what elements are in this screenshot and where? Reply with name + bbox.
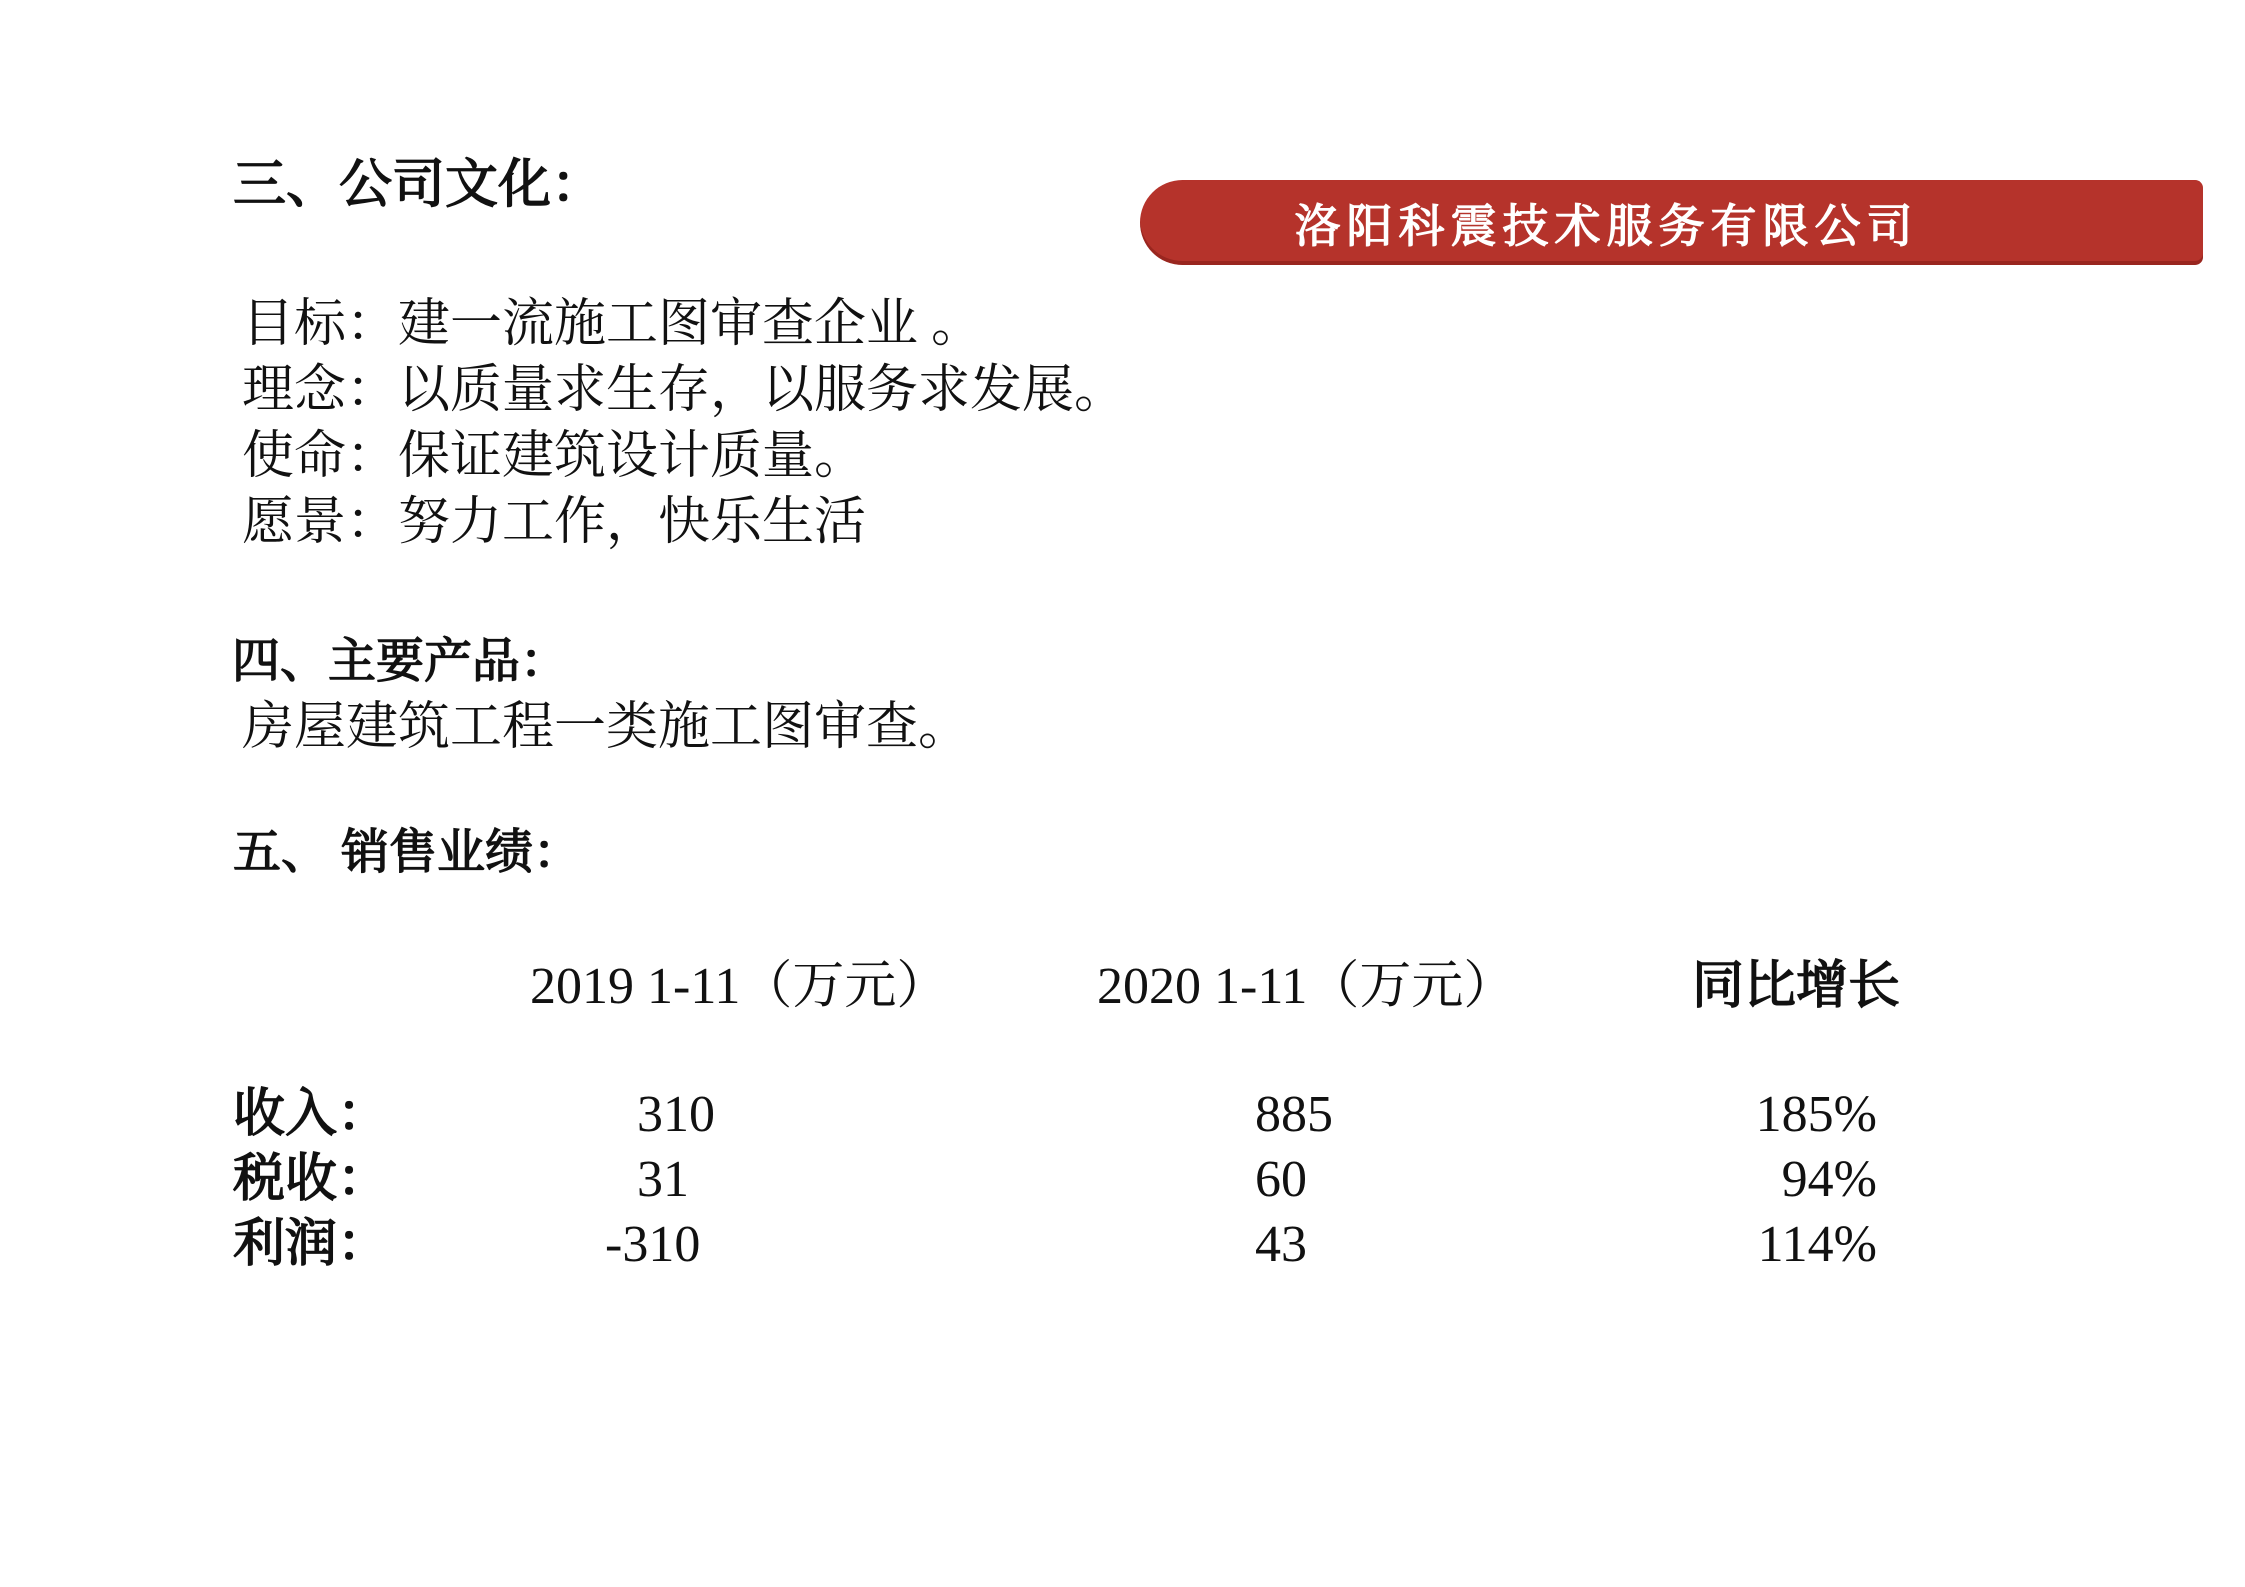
- table-row-profit-2020: 43: [1255, 1216, 1307, 1273]
- section-heading-products: 四、主要产品：: [232, 635, 569, 688]
- table-row-income-growth: 185%: [1755, 1086, 1877, 1143]
- table-row-tax-growth: 94%: [1781, 1151, 1877, 1208]
- company-banner: [1140, 180, 2203, 265]
- table-row-profit-2019: -310: [605, 1216, 701, 1273]
- culture-lines: [242, 292, 1126, 556]
- table-header-2020: 2020 1-11（万元）: [1097, 958, 1516, 1015]
- table-row-tax-label: 税收：: [233, 1151, 390, 1208]
- table-row-income-label: 收入：: [233, 1086, 390, 1143]
- table-row-tax-2020: 60: [1255, 1151, 1307, 1208]
- culture-line-philosophy: 理念：以质量求生存，以服务求发展。: [242, 362, 1127, 419]
- table-header-2019: 2019 1-11（万元）: [530, 958, 949, 1015]
- table-row-profit-growth: 114%: [1757, 1216, 1877, 1273]
- table-row-income-2020: 885: [1255, 1086, 1333, 1143]
- products-body: 房屋建筑工程一类施工图审查。: [242, 699, 971, 756]
- table-row-income-2019: 310: [637, 1086, 715, 1143]
- section-heading-culture: 三、公司文化：: [233, 156, 604, 214]
- culture-line-goal: 目标：建一流施工图审查企业 。: [242, 296, 984, 353]
- company-name: 洛阳科震技术服务有限公司: [1294, 199, 1919, 252]
- table-header-growth: 同比增长: [1692, 958, 1901, 1015]
- culture-line-mission: 使命：保证建筑设计质量。: [242, 428, 867, 485]
- culture-line-vision: 愿景：努力工作，快乐生活: [242, 494, 867, 551]
- table-row-tax-2019: 31: [637, 1151, 689, 1208]
- section-heading-sales: 五、 销售业绩：: [233, 826, 582, 879]
- table-row-profit-label: 利润：: [233, 1216, 390, 1273]
